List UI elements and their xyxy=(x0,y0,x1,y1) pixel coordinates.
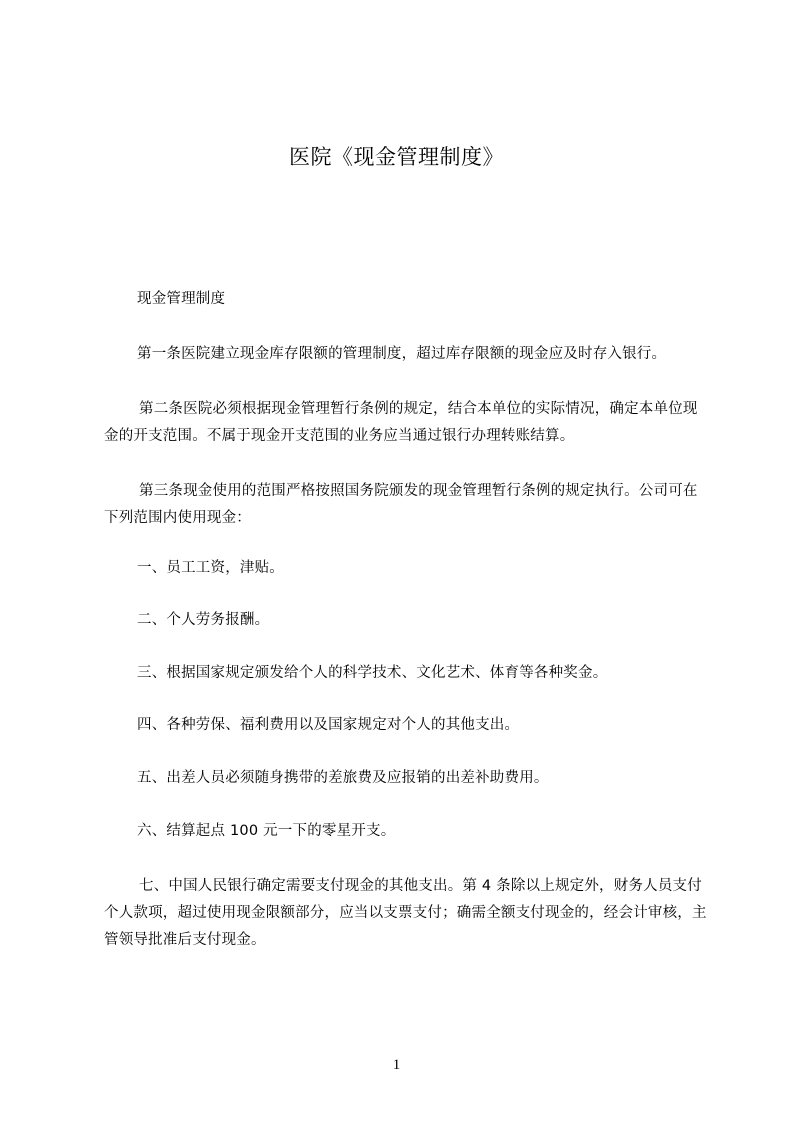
paragraph-article-2: 第二条医院必须根据现金管理暂行条例的规定，结合本单位的实际情况，确定本单位现金的开支范围。不属于现金开支范围的业务应当通过银行办理转账结算。 xyxy=(104,401,698,444)
list-item-7: 七、中国人民银行确定需要支付现金的其他支出。第 4 条除以上规定外，财务人员支付个人款项，超过使用现金限额部分，应当以支票支付；确需全额支付现金的，经会计审核，主管领导批准后支付现金。 xyxy=(104,878,707,948)
list-item-5: 五、出差人员必须随身携带的差旅费及应报销的出差补助费用。 xyxy=(137,770,549,786)
section-heading: 现金管理制度 xyxy=(137,291,226,307)
paragraph-article-1: 第一条医院建立现金库存限额的管理制度，超过库存限额的现金应及时存入银行。 xyxy=(137,346,667,362)
page-number: 1 xyxy=(392,1057,401,1073)
list-item-4: 四、各种劳保、福利费用以及国家规定对个人的其他支出。 xyxy=(137,717,520,733)
paragraph-article-3: 第三条现金使用的范围严格按照国务院颁发的现金管理暂行条例的规定执行。公司可在下列范围内使用现金： xyxy=(104,483,698,526)
list-item-3: 三、根据国家规定颁发给个人的科学技术、文化艺术、体育等各种奖金。 xyxy=(137,665,608,681)
list-item-2: 二、个人劳务报酬。 xyxy=(137,612,270,628)
list-item-6: 六、结算起点 100 元一下的零星开支。 xyxy=(137,823,396,839)
document-title: 医院《现金管理制度》 xyxy=(289,145,504,169)
list-item-1: 一、员工工资，津贴。 xyxy=(137,560,284,576)
